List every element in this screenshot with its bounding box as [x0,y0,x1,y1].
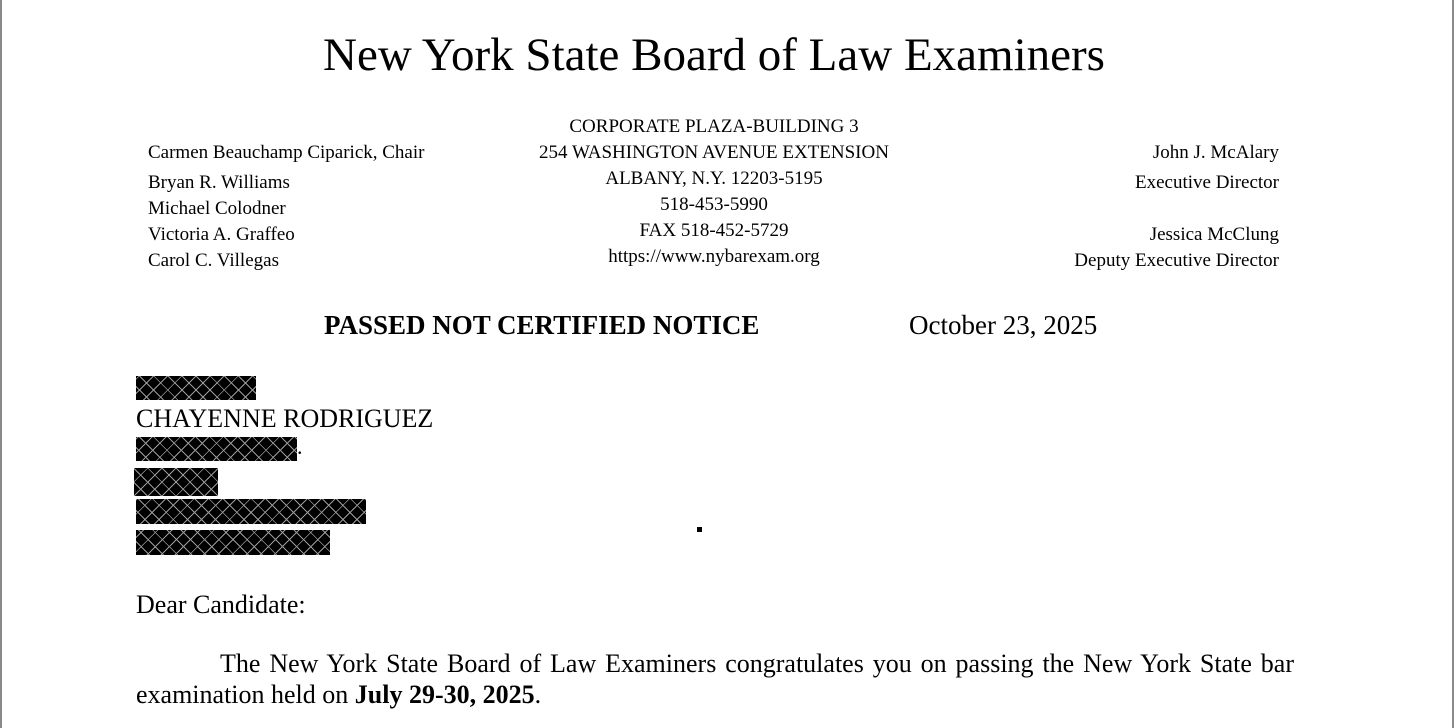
board-member: Bryan R. Williams [148,172,290,193]
address-building: CORPORATE PLAZA-BUILDING 3 [569,116,859,137]
notice-date: October 23, 2025 [909,310,1098,340]
executive-director-title: Executive Director [1134,172,1279,193]
address-fax: FAX 518-452-5729 [639,220,789,241]
letterhead-title: New York State Board of Law Examiners [323,29,1105,81]
executive-director-name: John J. McAlary [1152,142,1279,163]
stray-mark [697,527,702,532]
address-phone: 518-453-5990 [660,194,768,215]
address-street: 254 WASHINGTON AVENUE EXTENSION [539,142,889,163]
notice-heading: PASSED NOT CERTIFIED NOTICE [324,310,760,340]
board-member: Carol C. Villegas [148,250,279,271]
board-member: Michael Colodner [148,198,286,219]
address-city: ALBANY, N.Y. 12203-5195 [605,168,823,189]
body-end-text: . [534,680,542,709]
officers-list [1074,140,1279,274]
deputy-director-name: Jessica McClung [1149,224,1279,245]
body-paragraph [136,648,1294,710]
redaction-block [136,376,256,400]
board-address [464,114,964,270]
body-intro-text: The New York State Board of Law Examiners congratulates you on passing the New York State bar examination held on [136,649,1294,709]
deputy-director-title: Deputy Executive Director [1074,250,1279,271]
recipient-name: CHAYENNE RODRIGUEZ [136,404,434,433]
redaction-block [136,437,297,461]
board-members-list [148,140,424,274]
redaction-block [136,530,330,555]
redaction-block [136,499,366,524]
redaction-trailing-period: . [297,434,303,459]
board-member-chair: Carmen Beauchamp Ciparick, Chair [148,142,425,163]
address-website: https://www.nybarexam.org [608,246,820,267]
board-member: Victoria A. Graffeo [148,224,295,245]
exam-date: July 29-30, 2025 [354,680,535,709]
redaction-block [134,468,218,496]
salutation: Dear Candidate: [136,590,306,619]
